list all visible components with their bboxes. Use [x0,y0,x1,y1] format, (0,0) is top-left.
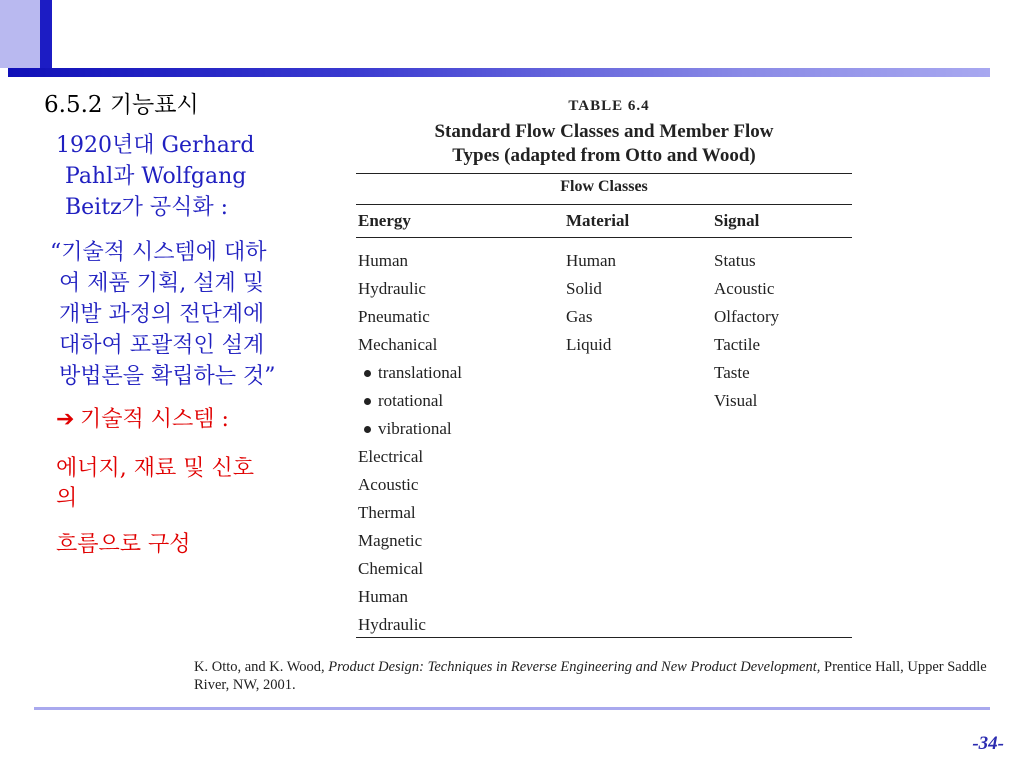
table-cell-bulleted: vibrational [358,415,462,443]
table-cell: Solid [566,279,602,298]
table-caption: TABLE 6.4 [568,98,650,114]
table-cell: Hydraulic [358,615,426,634]
table-rule [356,637,852,638]
quote-text [50,237,276,392]
intro-line: 1920년대 Gerhard [56,133,255,158]
table-cell: Thermal [358,503,416,522]
column-header-energy: Energy [358,211,411,230]
table-cell: Liquid [566,335,612,354]
quote-line: 대하여 포괄적인 설계 [59,333,265,358]
table-cell: Visual [714,391,758,410]
signal-column [714,247,779,415]
energy-column [358,247,462,639]
table-title [356,120,852,168]
detail-last: 흐름으로 구성 [56,532,191,557]
reference-book-title: Product Design: Techniques in Reverse Engineering and New Product Development, [328,659,821,675]
column-header-material: Material [566,211,630,230]
detail-text [56,454,254,514]
table-cell: Human [358,251,409,270]
column-header-signal: Signal [714,211,760,230]
table-cell: Taste [714,363,750,382]
table-cell: Magnetic [358,531,423,550]
table-cell: Hydraulic [358,279,426,298]
table-rule [356,173,852,174]
material-column [566,247,616,359]
table-cell: Human [566,251,617,270]
conclusion [56,405,229,435]
reference-citation [194,658,1024,694]
arrow-icon: ➔ [56,407,75,432]
title-bar-light-block [0,0,40,68]
quote-line: 방법론을 확립하는 것” [59,364,276,389]
intro-line: Pahl과 Wolfgang [65,164,247,189]
table-cell: Electrical [358,447,424,466]
table-cell: Chemical [358,559,424,578]
table-cell: Mechanical [358,335,438,354]
top-rule [8,68,990,77]
table-cell-bulleted: translational [358,359,462,387]
bottom-rule [34,707,990,710]
intro-line: Beitz가 공식화 : [65,195,229,220]
flow-table [356,98,852,634]
table-cell: Tactile [714,335,761,354]
table-rule [356,204,852,205]
page-number: -34- [972,733,1004,754]
table-cell: Olfactory [714,307,780,326]
table-title-line: Types (adapted from Otto and Wood) [452,145,756,166]
reference-authors: K. Otto, and K. Wood, [194,659,329,675]
conclusion-text: 기술적 시스템 : [80,407,229,432]
table-title-line: Standard Flow Classes and Member Flow [434,121,774,142]
quote-line: “기술적 시스템에 대하 [50,240,267,265]
table-rule [356,237,852,238]
table-cell: Acoustic [714,279,775,298]
table-cell: Status [714,251,756,270]
detail-line: 의 [56,486,78,511]
section-title: 6.5.2 기능표시 [44,92,199,118]
intro-text [56,130,254,223]
title-bar-dark-block [40,0,52,76]
detail-line: 에너지, 재료 및 신호 [56,456,254,481]
quote-line: 여 제품 기획, 설계 및 [59,271,264,296]
table-cell: Human [358,587,409,606]
table-cell: Pneumatic [358,307,430,326]
table-cell: Acoustic [358,475,419,494]
group-header: Flow Classes [560,178,648,195]
reference-publisher: Prentice Hall, Upper Saddle River, NW, 2001. [194,659,987,693]
quote-line: 개발 과정의 전단계에 [59,302,265,327]
table-cell-bulleted: rotational [358,387,462,415]
table-cell: Gas [566,307,593,326]
